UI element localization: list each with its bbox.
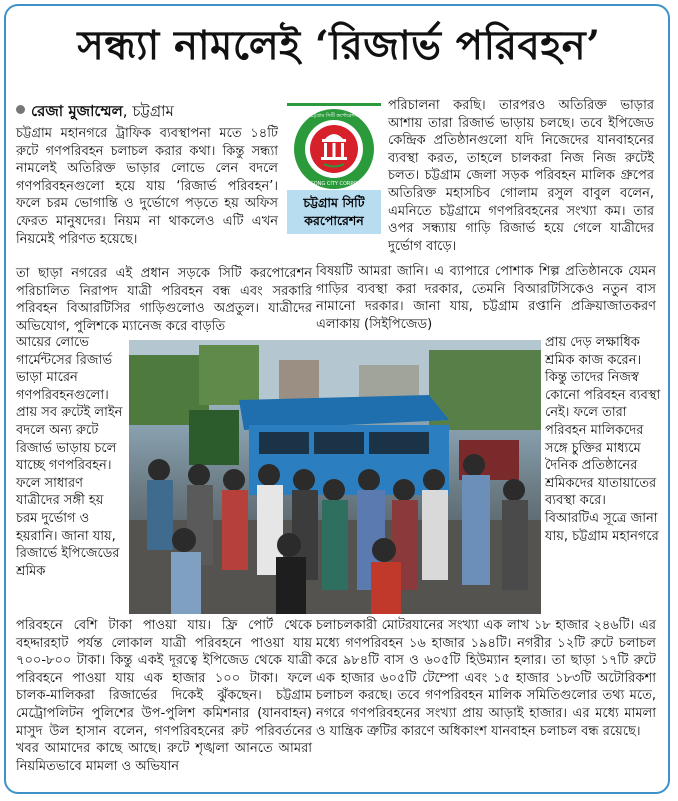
news-photo xyxy=(129,340,541,614)
byline-author: রেজা মুজাম্মেল xyxy=(31,102,123,120)
article-wide-bottom-right: চলাচলকারী মোটরযানের সংখ্যা এক লাখ ১৮ হাজার ২৪৬টি। এর মধ্যে গণপরিবহন ১৬ হাজার ১৯৪টি। নগরীর ১২টি রুটে চলাচল করে ৯৮৪টি বাস ও ৬০৫টি হিউম্যান হলার। তা ছাড়া ১৭টি রুটে এক হাজার ৬০৫টি টেম্পো এবং ১৫ হাজার ১৮৩টি অটোরিকশা চলাচল করছে। তবে গণপরিবহন মালিক সমিতিগুলোর তথ্য মতে, নগরে গণপরিবহনের সংখ্যা প্রায় আড়াই হাজার। এর মধ্যে মামলা ও যান্ত্রিক ত্রুটির কারণে অধিকাংশ যানবাহন চলাচল বন্ধ রয়েছে। xyxy=(316,618,656,739)
seal-text-bn: চট্টগ্রাম সিটি কর্পোরেশন xyxy=(310,113,358,119)
logo-caption: চট্টগ্রাম সিটি করপোরেশন xyxy=(287,190,381,234)
article-col3-narrow: প্রায় দেড় লক্ষাধিক শ্রমিক কাজ করেন। কিন্তু তাদের নিজস্ব কোনো পরিবহন ব্যবস্থা নেই। ফলে তারা পরিবহন মালিকদের সঙ্গে চুক্তির মাধ্যমে দৈনিক প্রতিষ্ঠানের শ্রমিকদের যাতায়াতের ব্যবস্থা করে। বিআরটিএ সূত্রে জানা যায়, চট্টগ্রাম মহানগরে xyxy=(545,335,661,544)
article-wide-1: তা ছাড়া নগরের এই প্রধান সড়কে সিটি করপোরেশন পরিচালিত নিরাপদ যাত্রী পরিবহন বন্ধ এবং সরকারি পরিবহন বিআরটিসির গাড়িগুলোও অপ্রতুল। যাত্রীদের অভিযোগ, পুলিশকে ম্যানেজ করে বাড়তি xyxy=(16,266,312,334)
article-wide-bottom-left: পরিবহনে বেশি টাকা পাওয়া যায়। ফ্রি পোর্ট থেকে বহদ্দারহাট পর্যন্ত লোকাল যাত্রী পরিবহনে পাওয়া যায় ৭০০-৮০০ টাকা। কিন্তু একই দূরত্বে ইপিজেড থেকে যাত্রী পরিবহনে পাওয়া যায় এক হাজার ১০০ টাকা। ফলে চালক-মালিকরা রিজার্ভের দিকেই ঝুঁকছেন। চট্টগ্রাম মেট্রোপলিটন পুলিশের উপ-পুলিশ কমিশনার (যানবাহন) মাসুদ উল হাসান বলেন, গণপরিবহনের রুট পরিবর্তনের খবর আমাদের কাছে আছে। রুটে শৃঙ্খলা আনতে আমরা নিয়মিতভাবে মামলা ও অভিযান xyxy=(16,618,312,774)
article-wide-2: বিষয়টি আমরা জানি। এ ব্যাপারে পোশাক শিল্প প্রতিষ্ঠানকে যেমন গাড়ির ব্যবস্থা করা দরকার, তেমনি বিআরটিসিকেও নতুন বাস নামানো দরকার। জানা যায়, চট্টগ্রাম রপ্তানি প্রক্রিয়াজাতকরণ এলাকায় (সিইপিজেড) xyxy=(316,264,656,332)
bullet-icon xyxy=(16,105,25,114)
byline-location: , চট্টগ্রাম xyxy=(122,102,174,120)
article-col1-narrow: আয়ের লোভে গার্মেন্টসের রিজার্ভ ভাড়া মারেন গণপরিবহনগুলো। প্রায় সব রুটেই লাইন বদলে অন্য রুটে রিজার্ভ ভাড়ায় চলে যাচ্ছে গণপরিবহন। ফলে সাধারণ যাত্রীদের সঙ্গী হয় চরম দুর্ভোগ ও হয়রানি। জানা যায়, রিজার্ভে ইপিজেডের শ্রমিক xyxy=(16,335,123,579)
crowd-bus-photo-illustration xyxy=(129,340,541,614)
headline: সন্ধ্যা নামলেই ‘রিজার্ভ পরিবহন’ xyxy=(77,22,601,69)
article-col2-top: পরিচালনা করছি। তারপরও অতিরিক্ত ভাড়ার আশায় তারা রিজার্ভ ভাড়ায় চলছে। তবে ইপিজেড কেন্দ্রিক প্রতিষ্ঠানগুলো যদি নিজেদের যানবাহনের ব্যবস্থা করত, তাহলে চালকরা নিজ নিজ রুটেই চলত। চট্টগ্রাম জেলা সড়ক পরিবহন মালিক গ্রুপের অতিরিক্ত মহাসচিব গোলাম রসুল বাবুল বলেন, এমনিতে চট্টগ্রামে গণপরিবহনের সংখ্যা কম। তার ওপর সন্ধ্যায় গাড়ি রিজার্ভ হয়ে গেলে যাত্রীদের দুর্ভোগ বাড়ে। xyxy=(388,98,654,254)
byline xyxy=(16,101,174,121)
seal-text-en: CHITTAGONG CITY CORPORATION xyxy=(292,181,376,187)
city-corporation-seal-icon xyxy=(292,107,376,191)
article-col1-top: চট্টগ্রাম মহানগরে ট্রাফিক ব্যবস্থাপনা মতে ১৪টি রুটে গণপরিবহন চলাচল করার কথা। কিন্তু সন্ধ্যা নামলেই অতিরিক্ত ভাড়ার লোভে লেন বদলে গণপরিবহনগুলো হয়ে যায় ‘রিজার্ভ পরিবহন’। ফলে চরম ভোগান্তি ও দুর্ভোগে পড়তে হয় অফিস ফেরত মানুষদের। নিয়ম না থাকলেও এটি এখন নিয়মেই পরিণত হয়েছে। xyxy=(16,126,278,247)
city-corporation-logo xyxy=(287,103,381,192)
